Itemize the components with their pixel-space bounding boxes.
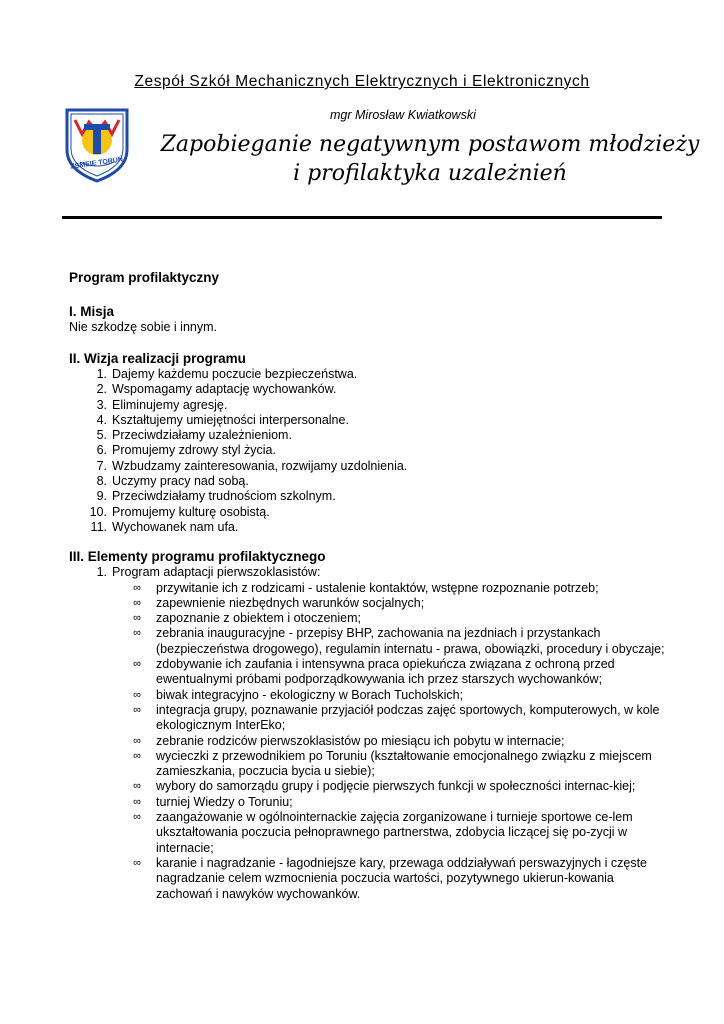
bullet-item: ∞ biwak integracyjno - ekologiczny w Borach Tucholskich;	[112, 688, 669, 703]
infinity-bullet-icon: ∞	[133, 658, 141, 671]
list-item: 10. Promujemy kulturę osobistą.	[89, 504, 270, 519]
elements-heading: III. Elementy programu profilaktycznego	[69, 549, 326, 565]
infinity-bullet-icon: ∞	[133, 703, 141, 716]
infinity-bullet-icon: ∞	[133, 596, 141, 609]
list-item: 3. Eliminujemy agresję.	[96, 397, 228, 412]
infinity-bullet-icon: ∞	[133, 749, 141, 762]
bullet-item: ∞ wybory do samorządu grupy i podjęcie pierwszych funkcji w społeczności internac-kiej;	[112, 779, 669, 794]
adaptation-bullets	[112, 581, 669, 902]
infinity-bullet-icon: ∞	[133, 734, 141, 747]
school-logo-shield-icon	[62, 104, 132, 184]
bullet-item: ∞ przywitanie ich z rodzicami - ustalenie kontaktów, wstępne rozpoznanie potrzeb;	[112, 581, 669, 596]
infinity-bullet-icon: ∞	[133, 688, 141, 701]
list-item: 7. Wzbudzamy zainteresowania, rozwijamy uzdolnienia.	[96, 458, 408, 473]
program-title: Program profilaktyczny	[69, 270, 220, 285]
bullet-item: ∞ zebranie rodziców pierwszoklasistów po miesiącu ich pobytu w internacie;	[112, 734, 669, 749]
list-item: 1. Program adaptacji pierwszoklasistów:	[96, 565, 321, 580]
infinity-bullet-icon: ∞	[133, 811, 141, 824]
infinity-bullet-icon: ∞	[133, 780, 141, 793]
bullet-item: ∞ karanie i nagradzanie - łagodniejsze kary, przewaga oddziaływań perswazyjnych i częste nagradzanie celem wzmocnienia poczucia wartości, pozytywnego ukierun-kowania zachowań i nawyków wychowanków.	[112, 856, 669, 902]
list-item: 9. Przeciwdziałamy trudnościom szkolnym.	[96, 489, 336, 504]
bullet-item: ∞ zdobywanie ich zaufania i intensywna praca opiekuńcza związana z ochroną przed ewentualnymi próbami podporządkowywania ich przez starszych wychowanków;	[112, 657, 669, 688]
bullet-item: ∞ zapoznanie z obiektem i otoczeniem;	[112, 611, 669, 626]
list-item: 11. Wychowanek nam ufa.	[90, 519, 239, 534]
document-body	[69, 270, 669, 902]
list-item: 2. Wspomagamy adaptację wychowanków.	[96, 382, 337, 397]
author-name: mgr Mirosław Kwiatkowski	[330, 108, 476, 122]
document-title	[150, 130, 710, 188]
list-item: 4. Kształtujemy umiejętności interpersonalne.	[96, 412, 349, 427]
list-item: 8. Uczymy pracy nad sobą.	[96, 474, 249, 489]
bullet-item: ∞ zapewnienie niezbędnych warunków socjalnych;	[112, 596, 669, 611]
bullet-item: ∞ integracja grupy, poznawanie przyjaciół podczas zajęć sportowych, komputerowych, w kole ekologicznym InterEko;	[112, 703, 669, 734]
bullet-item: ∞ zaangażowanie w ogólnointernackie zajęcia zorganizowane i turnieje sportowe ce-lem ukształtowania poczucia pełnoprawnego partnerstwa, zdobycia liczącej się po-zycji w internacie;	[112, 810, 669, 856]
mission-text: Nie szkodzę sobie i innym.	[69, 320, 217, 334]
elements-list	[69, 565, 669, 580]
infinity-bullet-icon: ∞	[133, 627, 141, 640]
list-item: 5. Przeciwdziałamy uzależnieniom.	[96, 428, 292, 443]
list-item: 1. Dajemy każdemu poczucie bezpieczeństwa.	[96, 367, 358, 381]
svg-text:ZSMEIE TORUŃ: ZSMEIE TORUŃ	[70, 156, 124, 171]
title-line-2: i profilaktyka uzależnień	[293, 161, 567, 186]
infinity-bullet-icon: ∞	[133, 795, 141, 808]
bullet-item: ∞ zebrania inauguracyjne - przepisy BHP, zachowania na jezdniach i przystankach (bezpieczeństwa drogowego), regulamin internatu - prawa, obowiązki, procedury i obyczaje;	[112, 626, 669, 657]
infinity-bullet-icon: ∞	[133, 612, 141, 625]
vision-list	[69, 367, 669, 535]
infinity-bullet-icon: ∞	[133, 856, 141, 869]
bullet-item: ∞ turniej Wiedzy o Toruniu;	[112, 795, 669, 810]
infinity-bullet-icon: ∞	[133, 581, 141, 594]
school-logo	[62, 104, 132, 184]
list-item: 6. Promujemy zdrowy styl życia.	[96, 443, 276, 458]
school-name: Zespół Szkół Mechanicznych Elektrycznych i Elektronicznych	[134, 73, 590, 90]
vision-heading: II. Wizja realizacji programu	[69, 351, 246, 366]
bullet-item: ∞ wycieczki z przewodnikiem po Toruniu (kształtowanie emocjonalnego związku z miejscem zamieszkania, poczucia bycia u siebie);	[112, 749, 669, 780]
title-line-1: Zapobieganie negatywnym postawom młodzieży	[160, 132, 700, 157]
header-divider	[62, 216, 662, 219]
mission-heading: I. Misja	[69, 304, 115, 319]
